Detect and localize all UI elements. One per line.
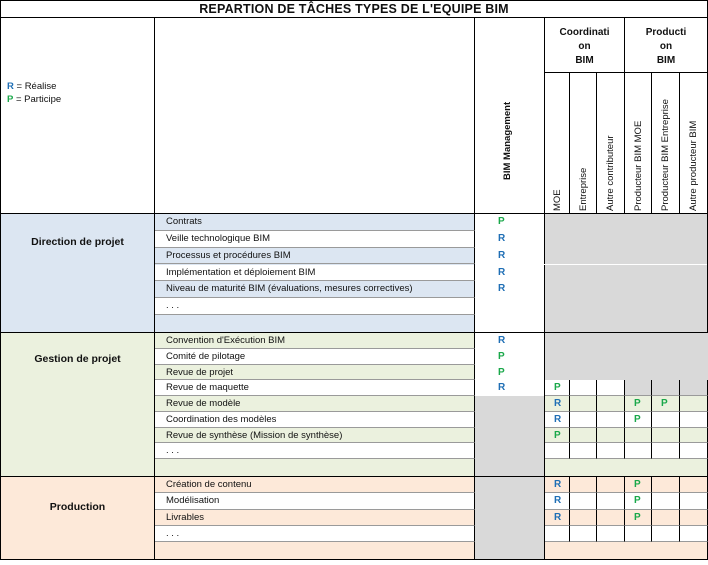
bim-management-cell — [475, 333, 545, 349]
role-cell-aut — [597, 510, 625, 526]
role-cell-pmoe — [625, 493, 652, 509]
role-cell-pent — [652, 493, 680, 509]
task-name: Niveau de maturité BIM (évaluations, mesures correctives) — [166, 283, 413, 295]
subheader-paut — [680, 73, 708, 214]
role-cell-paut — [680, 526, 708, 542]
role-cell-pent — [652, 412, 680, 428]
task-row — [155, 526, 475, 542]
role-cell-pent — [652, 333, 680, 349]
legend-r-key: R — [7, 81, 14, 92]
role-cell-pent — [652, 380, 680, 396]
legend — [7, 80, 61, 106]
role-cell-moe — [545, 396, 570, 412]
bim-management-cell — [475, 443, 545, 459]
role-cell-paut — [680, 396, 708, 412]
role-cell-pmoe — [625, 365, 652, 381]
role-cell-aut — [597, 443, 625, 459]
subheader-aut — [597, 73, 625, 214]
task-row — [155, 477, 475, 493]
role-cell-ent — [570, 396, 597, 412]
task-row — [155, 231, 475, 248]
bim-strip — [475, 542, 545, 560]
bim-management-cell — [475, 265, 545, 282]
task-name: Implémentation et déploiement BIM — [166, 266, 316, 278]
task-name: . . . — [166, 527, 180, 539]
role-cell-pmoe — [625, 510, 652, 526]
role-cell-aut — [597, 365, 625, 381]
task-row — [155, 412, 475, 428]
production-line-1: Producti — [645, 27, 687, 38]
bim-management-cell — [475, 231, 545, 248]
role-cell-moe — [545, 349, 570, 365]
role-cell-paut — [680, 365, 708, 381]
mark-participe: P — [554, 382, 561, 394]
mark-participe: P — [498, 366, 505, 378]
role-cell-ent — [570, 526, 597, 542]
role-cell-aut — [597, 380, 625, 396]
task-row — [155, 428, 475, 444]
subheader-label-aut: Autre contributeur — [605, 135, 616, 211]
role-cell-pmoe — [625, 412, 652, 428]
task-name: Coordination des modèles — [166, 413, 277, 425]
mark-participe: P — [498, 216, 505, 227]
task-strip — [155, 315, 475, 333]
role-cell-ent — [570, 349, 597, 365]
bim-management-cell — [475, 349, 545, 365]
bim-management-cell — [475, 298, 545, 315]
legend-realise — [7, 80, 61, 93]
task-name: Revue de synthèse (Mission de synthèse) — [166, 429, 343, 441]
role-cell-pent — [652, 365, 680, 381]
bim-management-cell — [475, 396, 545, 412]
role-cell-ent — [570, 477, 597, 493]
legend-p-key: P — [7, 94, 14, 105]
bim-management-cell — [475, 365, 545, 381]
task-name: Contrats — [166, 216, 202, 227]
role-cell-ent — [570, 380, 597, 396]
role-cell-aut — [597, 526, 625, 542]
group-label-direction-de-projet — [0, 214, 155, 333]
bim-management-label: BIM Management — [502, 101, 513, 180]
coordination-line-2: on — [578, 41, 591, 52]
bim-strip — [475, 315, 545, 333]
role-cell-aut — [597, 477, 625, 493]
role-cell-pent — [652, 477, 680, 493]
role-cell-moe — [545, 428, 570, 444]
subheader-label-paut: Autre producteur BIM — [688, 120, 699, 211]
role-cell-paut — [680, 510, 708, 526]
group-label-text: Gestion de projet — [34, 353, 121, 365]
task-name: . . . — [166, 445, 180, 457]
role-cell-moe — [545, 510, 570, 526]
task-name: Revue de projet — [166, 366, 234, 378]
role-cell-pmoe — [625, 333, 652, 349]
bim-strip — [475, 459, 545, 477]
mark-participe: P — [634, 398, 641, 409]
bim-management-cell — [475, 526, 545, 542]
role-cell-aut — [597, 493, 625, 509]
mark-participe: P — [661, 398, 668, 409]
mark-realise: R — [498, 382, 506, 394]
role-cell-paut — [680, 443, 708, 459]
subheader-moe — [545, 73, 570, 214]
task-row — [155, 396, 475, 412]
role-cell-aut — [597, 396, 625, 412]
role-cell-paut — [680, 493, 708, 509]
task-strip — [155, 542, 475, 560]
bim-management-cell — [475, 510, 545, 526]
legend-r-text: = Réalise — [13, 81, 57, 92]
role-cell-ent — [570, 443, 597, 459]
role-cell-ent — [570, 510, 597, 526]
bim-management-header — [475, 18, 545, 214]
bim-management-cell — [475, 281, 545, 298]
mark-participe: P — [554, 429, 561, 441]
task-name: Veille technologique BIM — [166, 232, 271, 244]
mark-participe: P — [634, 479, 641, 490]
subheader-label-pmoe: Producteur BIM MOE — [632, 120, 644, 211]
mark-realise: R — [498, 335, 506, 346]
mark-realise: R — [554, 511, 562, 523]
task-name: Création de contenu — [166, 479, 252, 490]
legend-cell — [0, 18, 155, 214]
header-blank-cell — [155, 18, 475, 214]
mark-participe: P — [498, 350, 505, 362]
task-row — [155, 493, 475, 509]
role-cell-pent — [652, 510, 680, 526]
task-row — [155, 380, 475, 396]
coordination-line-3: BIM — [575, 55, 594, 66]
task-row — [155, 298, 475, 315]
legend-participe — [7, 93, 61, 106]
role-cell-moe — [545, 365, 570, 381]
group-label-text: Production — [49, 501, 106, 513]
task-name: Modélisation — [166, 495, 220, 507]
subheader-pmoe — [625, 73, 652, 214]
bim-management-cell — [475, 412, 545, 428]
role-cell-aut — [597, 333, 625, 349]
group-label-production — [0, 477, 155, 560]
role-cell-paut — [680, 477, 708, 493]
role-cell-aut — [597, 349, 625, 365]
role-cell-pmoe — [625, 428, 652, 444]
role-cell-ent — [570, 333, 597, 349]
role-cell-moe — [545, 493, 570, 509]
mark-realise: R — [554, 398, 562, 409]
production-line-3: BIM — [656, 55, 676, 66]
task-name: Convention d'Exécution BIM — [166, 335, 286, 346]
roles-strip — [545, 542, 708, 560]
task-name: Processus et procédures BIM — [166, 249, 291, 261]
table-title: REPARTION DE TÂCHES TYPES DE L'EQUIPE BIM — [0, 0, 708, 18]
task-strip — [155, 459, 475, 477]
mark-realise: R — [498, 266, 506, 278]
role-cell-paut — [680, 380, 708, 396]
role-cell-pmoe — [625, 380, 652, 396]
group-label-gestion-de-projet — [0, 333, 155, 477]
roles-strip — [545, 459, 708, 477]
coordination-line-1: Coordinati — [559, 27, 610, 38]
task-name: Revue de modèle — [166, 398, 241, 409]
mark-participe: P — [634, 413, 641, 425]
legend-p-text: = Participe — [13, 94, 62, 105]
role-cell-moe — [545, 477, 570, 493]
role-cell-paut — [680, 349, 708, 365]
mark-realise: R — [498, 232, 506, 244]
task-row — [155, 265, 475, 282]
mark-realise: R — [498, 249, 506, 261]
bim-management-cell — [475, 248, 545, 265]
role-cell-ent — [570, 428, 597, 444]
role-cell-ent — [570, 365, 597, 381]
mark-realise: R — [554, 479, 562, 490]
mark-realise: R — [498, 283, 506, 295]
task-row — [155, 365, 475, 381]
production-header — [625, 18, 708, 73]
task-name: Revue de maquette — [166, 382, 249, 394]
subheader-pent — [652, 73, 680, 214]
subheader-label-moe: MOE — [551, 189, 563, 211]
task-row — [155, 281, 475, 298]
role-cell-moe — [545, 412, 570, 428]
role-cell-moe — [545, 380, 570, 396]
role-cell-pent — [652, 396, 680, 412]
mark-realise: R — [554, 495, 562, 507]
role-cell-paut — [680, 333, 708, 349]
role-cell-paut — [680, 412, 708, 428]
bim-management-cell — [475, 428, 545, 444]
role-cell-pmoe — [625, 396, 652, 412]
role-cell-moe — [545, 443, 570, 459]
task-row — [155, 443, 475, 459]
role-cell-aut — [597, 428, 625, 444]
roles-frame — [545, 214, 708, 333]
role-cell-moe — [545, 526, 570, 542]
task-row — [155, 349, 475, 365]
mark-participe: P — [634, 511, 641, 523]
role-cell-pent — [652, 428, 680, 444]
bim-management-cell — [475, 214, 545, 231]
task-row — [155, 333, 475, 349]
mark-realise: R — [554, 413, 562, 425]
role-cell-ent — [570, 493, 597, 509]
task-name: Comité de pilotage — [166, 350, 246, 362]
bim-management-cell — [475, 477, 545, 493]
task-row — [155, 510, 475, 526]
bim-management-cell — [475, 493, 545, 509]
role-cell-moe — [545, 333, 570, 349]
role-cell-pent — [652, 443, 680, 459]
role-cell-aut — [597, 412, 625, 428]
subheader-label-pent: Producteur BIM Entreprise — [660, 99, 671, 211]
role-cell-pmoe — [625, 443, 652, 459]
production-line-2: on — [659, 41, 673, 52]
role-cell-ent — [570, 412, 597, 428]
role-cell-pmoe — [625, 477, 652, 493]
mark-participe: P — [634, 495, 641, 507]
task-row — [155, 248, 475, 265]
task-name: Livrables — [166, 511, 205, 523]
task-row — [155, 214, 475, 231]
group-label-text: Direction de projet — [31, 236, 124, 248]
subheader-ent — [570, 73, 597, 214]
role-cell-pent — [652, 349, 680, 365]
role-cell-paut — [680, 428, 708, 444]
role-cell-pent — [652, 526, 680, 542]
task-name: . . . — [166, 300, 180, 312]
bim-management-cell — [475, 380, 545, 396]
subheader-label-ent: Entreprise — [577, 167, 589, 211]
coordination-header — [545, 18, 625, 73]
role-cell-pmoe — [625, 526, 652, 542]
role-cell-pmoe — [625, 349, 652, 365]
